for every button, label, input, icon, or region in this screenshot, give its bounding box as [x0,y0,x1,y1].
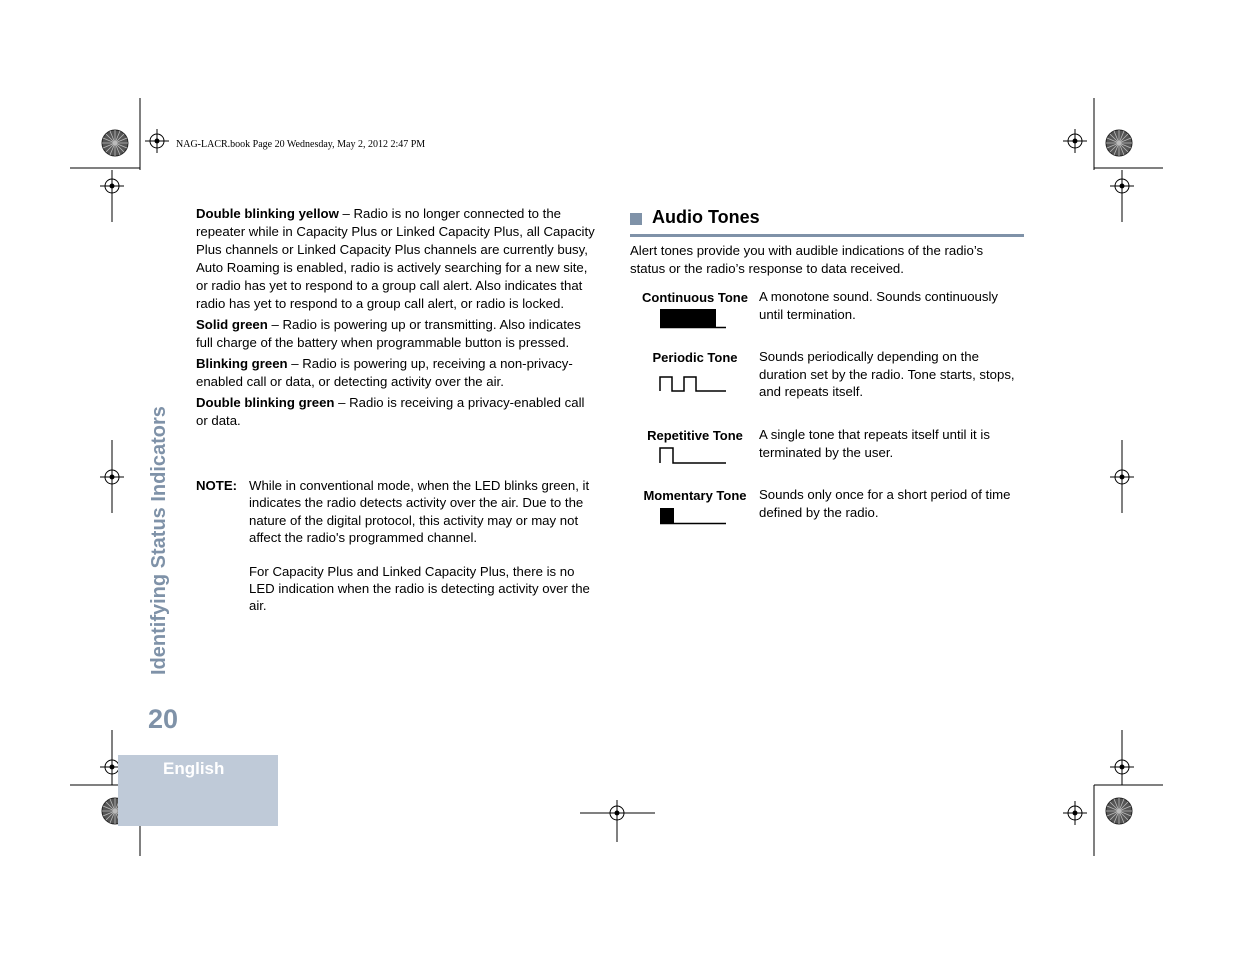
note-label: NOTE: [196,478,238,493]
momentary-tone-icon [658,506,728,526]
tone-description: Sounds only once for a short period of time defined by the radio. [759,487,1011,520]
section-title: Audio Tones [652,207,760,227]
language-label: English [163,759,225,778]
tone-description: Sounds periodically depending on the duration set by the radio. Tone starts, stops, and repeats itself. [759,349,1015,399]
tone-description: A single tone that repeats itself until it is terminated by the user. [759,427,990,460]
language-tab [118,755,278,826]
led-text: – Radio is receiving a privacy-enabled call or data. [196,395,585,428]
page-number: 20 [148,704,179,734]
continuous-tone-icon [658,308,728,330]
section-square-icon [630,213,642,225]
note-body [249,477,594,631]
section-heading [630,206,1024,237]
led-text: – Radio is powering up, receiving a non-privacy-enabled call or data, or detecting activity over the air. [196,356,573,389]
periodic-tone-icon [658,374,728,394]
led-text: – Radio is no longer connected to the repeater while in Capacity Plus or Linked Capacity Plus, all Capacity Plus channels or Linked Capacity Plus channels are currently busy, Auto Roaming is enabled, radio is actively searching for a new site, or radio has yet to respond to a group call alert. Also indicates that radio has yet to respond to a group call alert, or radio is locked. [196,206,595,311]
led-paragraph [196,355,596,391]
tone-label: Continuous Tone [642,290,748,305]
note-paragraph: For Capacity Plus and Linked Capacity Plus, there is no LED indication when the radio is detecting activity over the air. [249,563,590,614]
book-header: NAG-LACR.book Page 20 Wednesday, May 2, 2012 2:47 PM [176,139,426,150]
led-term: Double blinking green [196,395,335,410]
section-intro: Alert tones provide you with audible indications of the radio’s status or the radio’s response to data received. [630,243,984,276]
repetitive-tone-icon [658,446,728,466]
tone-label: Periodic Tone [652,350,738,365]
led-text: – Radio is powering up or transmitting. Also indicates full charge of the battery when programmable button is pressed. [196,317,581,350]
tone-description: A monotone sound. Sounds continuously until termination. [759,289,999,322]
chapter-title: Identifying Status Indicators [148,406,170,675]
led-term: Blinking green [196,356,288,371]
led-paragraph [196,394,596,430]
led-term: Double blinking yellow [196,206,339,221]
led-paragraph [196,205,596,313]
led-paragraph [196,316,596,352]
note-paragraph: While in conventional mode, when the LED blinks green, it indicates the radio detects activity over the air. Due to the nature of the digital protocol, this activity may or may not affect the radio's programmed channel. [249,478,590,546]
led-descriptions [196,205,596,433]
tone-label: Momentary Tone [643,488,747,503]
tone-label: Repetitive Tone [647,428,743,443]
led-term: Solid green [196,317,268,332]
